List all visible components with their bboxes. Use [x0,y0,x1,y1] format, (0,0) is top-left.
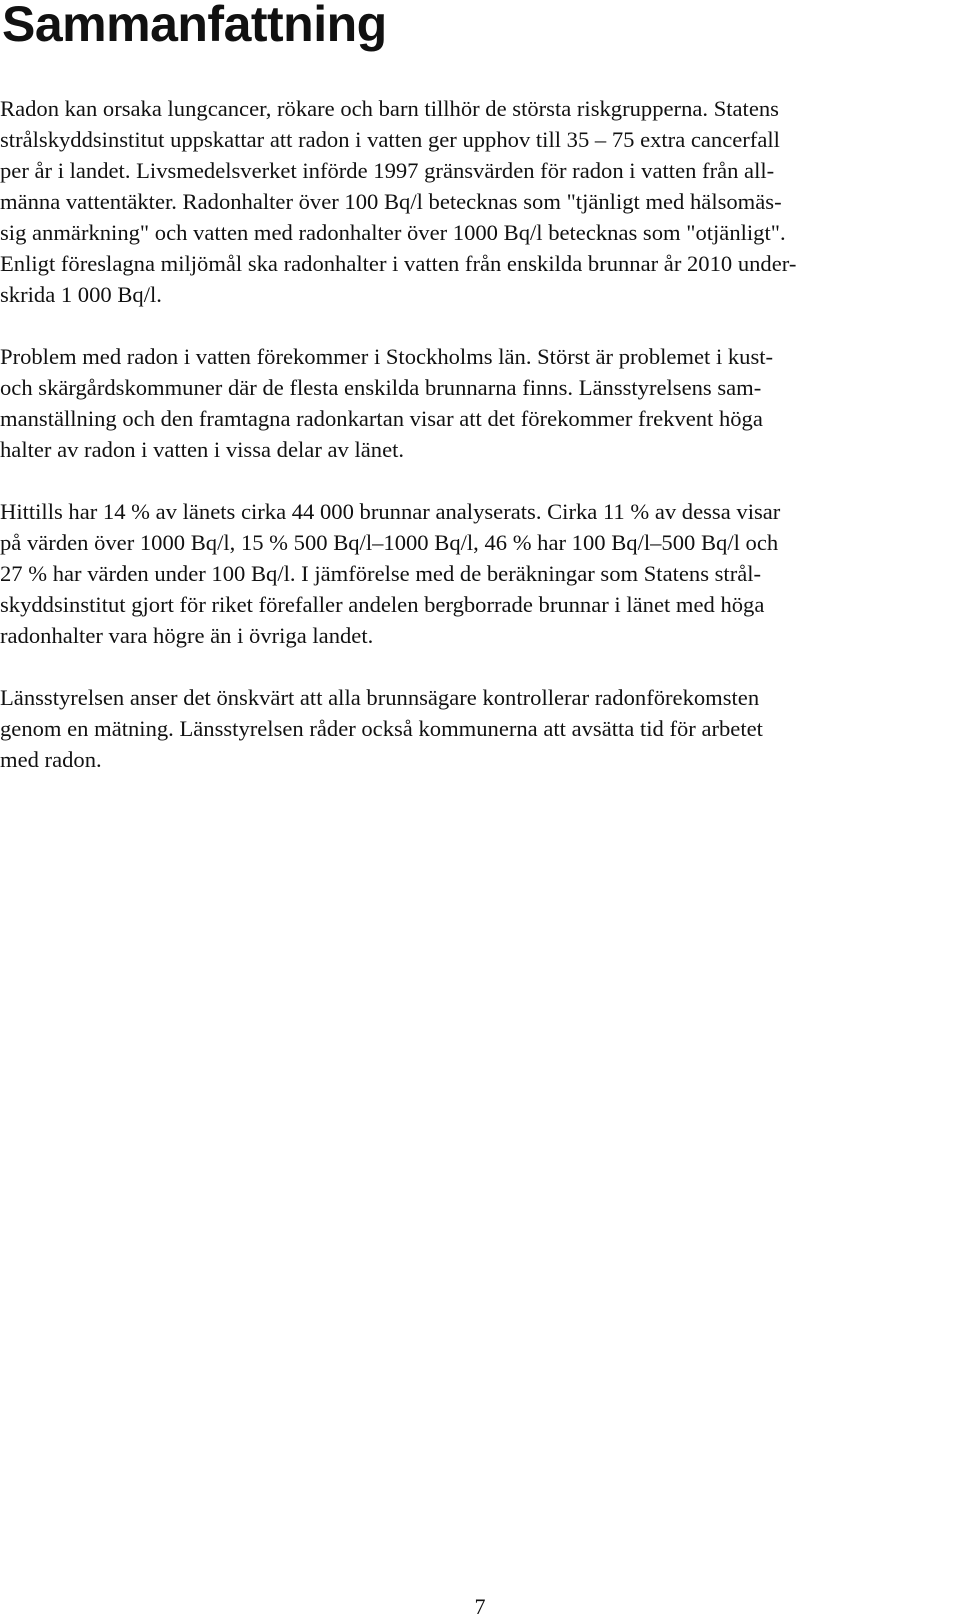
text-line: per år i landet. Livsmedelsverket införde 1997 gränsvärden för radon i vatten från all- [0,158,775,183]
text-line: männa vattentäkter. Radonhalter över 100 Bq/l betecknas som "tjänligt med hälsomäs- [0,189,782,214]
text-line: skyddsinstitut gjort för riket förefaller andelen bergborrade brunnar i länet med höga [0,592,765,617]
body-text [0,93,955,806]
text-line: och skärgårdskommuner där de flesta enskilda brunnarna finns. Länsstyrelsens sam- [0,375,762,400]
text-line: med radon. [0,747,102,772]
text-line: radonhalter vara högre än i övriga landet. [0,623,374,648]
text-line: Problem med radon i vatten förekommer i Stockholms län. Störst är problemet i kust- [0,344,774,369]
page-number: 7 [474,1594,486,1619]
page-heading: Sammanfattning [2,0,387,52]
text-line: Länsstyrelsen anser det önskvärt att alla brunnsägare kontrollerar radonförekomsten [0,685,760,710]
text-line: Hittills har 14 % av länets cirka 44 000 brunnar analyserats. Cirka 11 % av dessa visar [0,499,781,524]
text-line: strålskyddsinstitut uppskattar att radon i vatten ger upphov till 35 – 75 extra cancerfall [0,127,780,152]
text-line: genom en mätning. Länsstyrelsen råder också kommunerna att avsätta tid för arbetet [0,716,763,741]
text-line: Enligt föreslagna miljömål ska radonhalter i vatten från enskilda brunnar år 2010 under- [0,251,797,276]
paragraph-analysis-results [0,496,955,651]
text-line: halter av radon i vatten i vissa delar av länet. [0,437,405,462]
text-line: sig anmärkning" och vatten med radonhalter över 1000 Bq/l betecknas som "otjänligt". [0,220,786,245]
text-line: Radon kan orsaka lungcancer, rökare och barn tillhör de största riskgrupperna. Statens [0,96,779,121]
text-line: 27 % har värden under 100 Bq/l. I jämförelse med de beräkningar som Statens strål- [0,561,762,586]
text-line: på värden över 1000 Bq/l, 15 % 500 Bq/l–1000 Bq/l, 46 % har 100 Bq/l–500 Bq/l och [0,530,779,555]
paragraph-recommendation [0,682,955,775]
paragraph-radon-risk [0,93,955,310]
text-line: manställning och den framtagna radonkartan visar att det förekommer frekvent höga [0,406,763,431]
paragraph-stockholm-problem [0,341,955,465]
text-line: skrida 1 000 Bq/l. [0,282,162,307]
